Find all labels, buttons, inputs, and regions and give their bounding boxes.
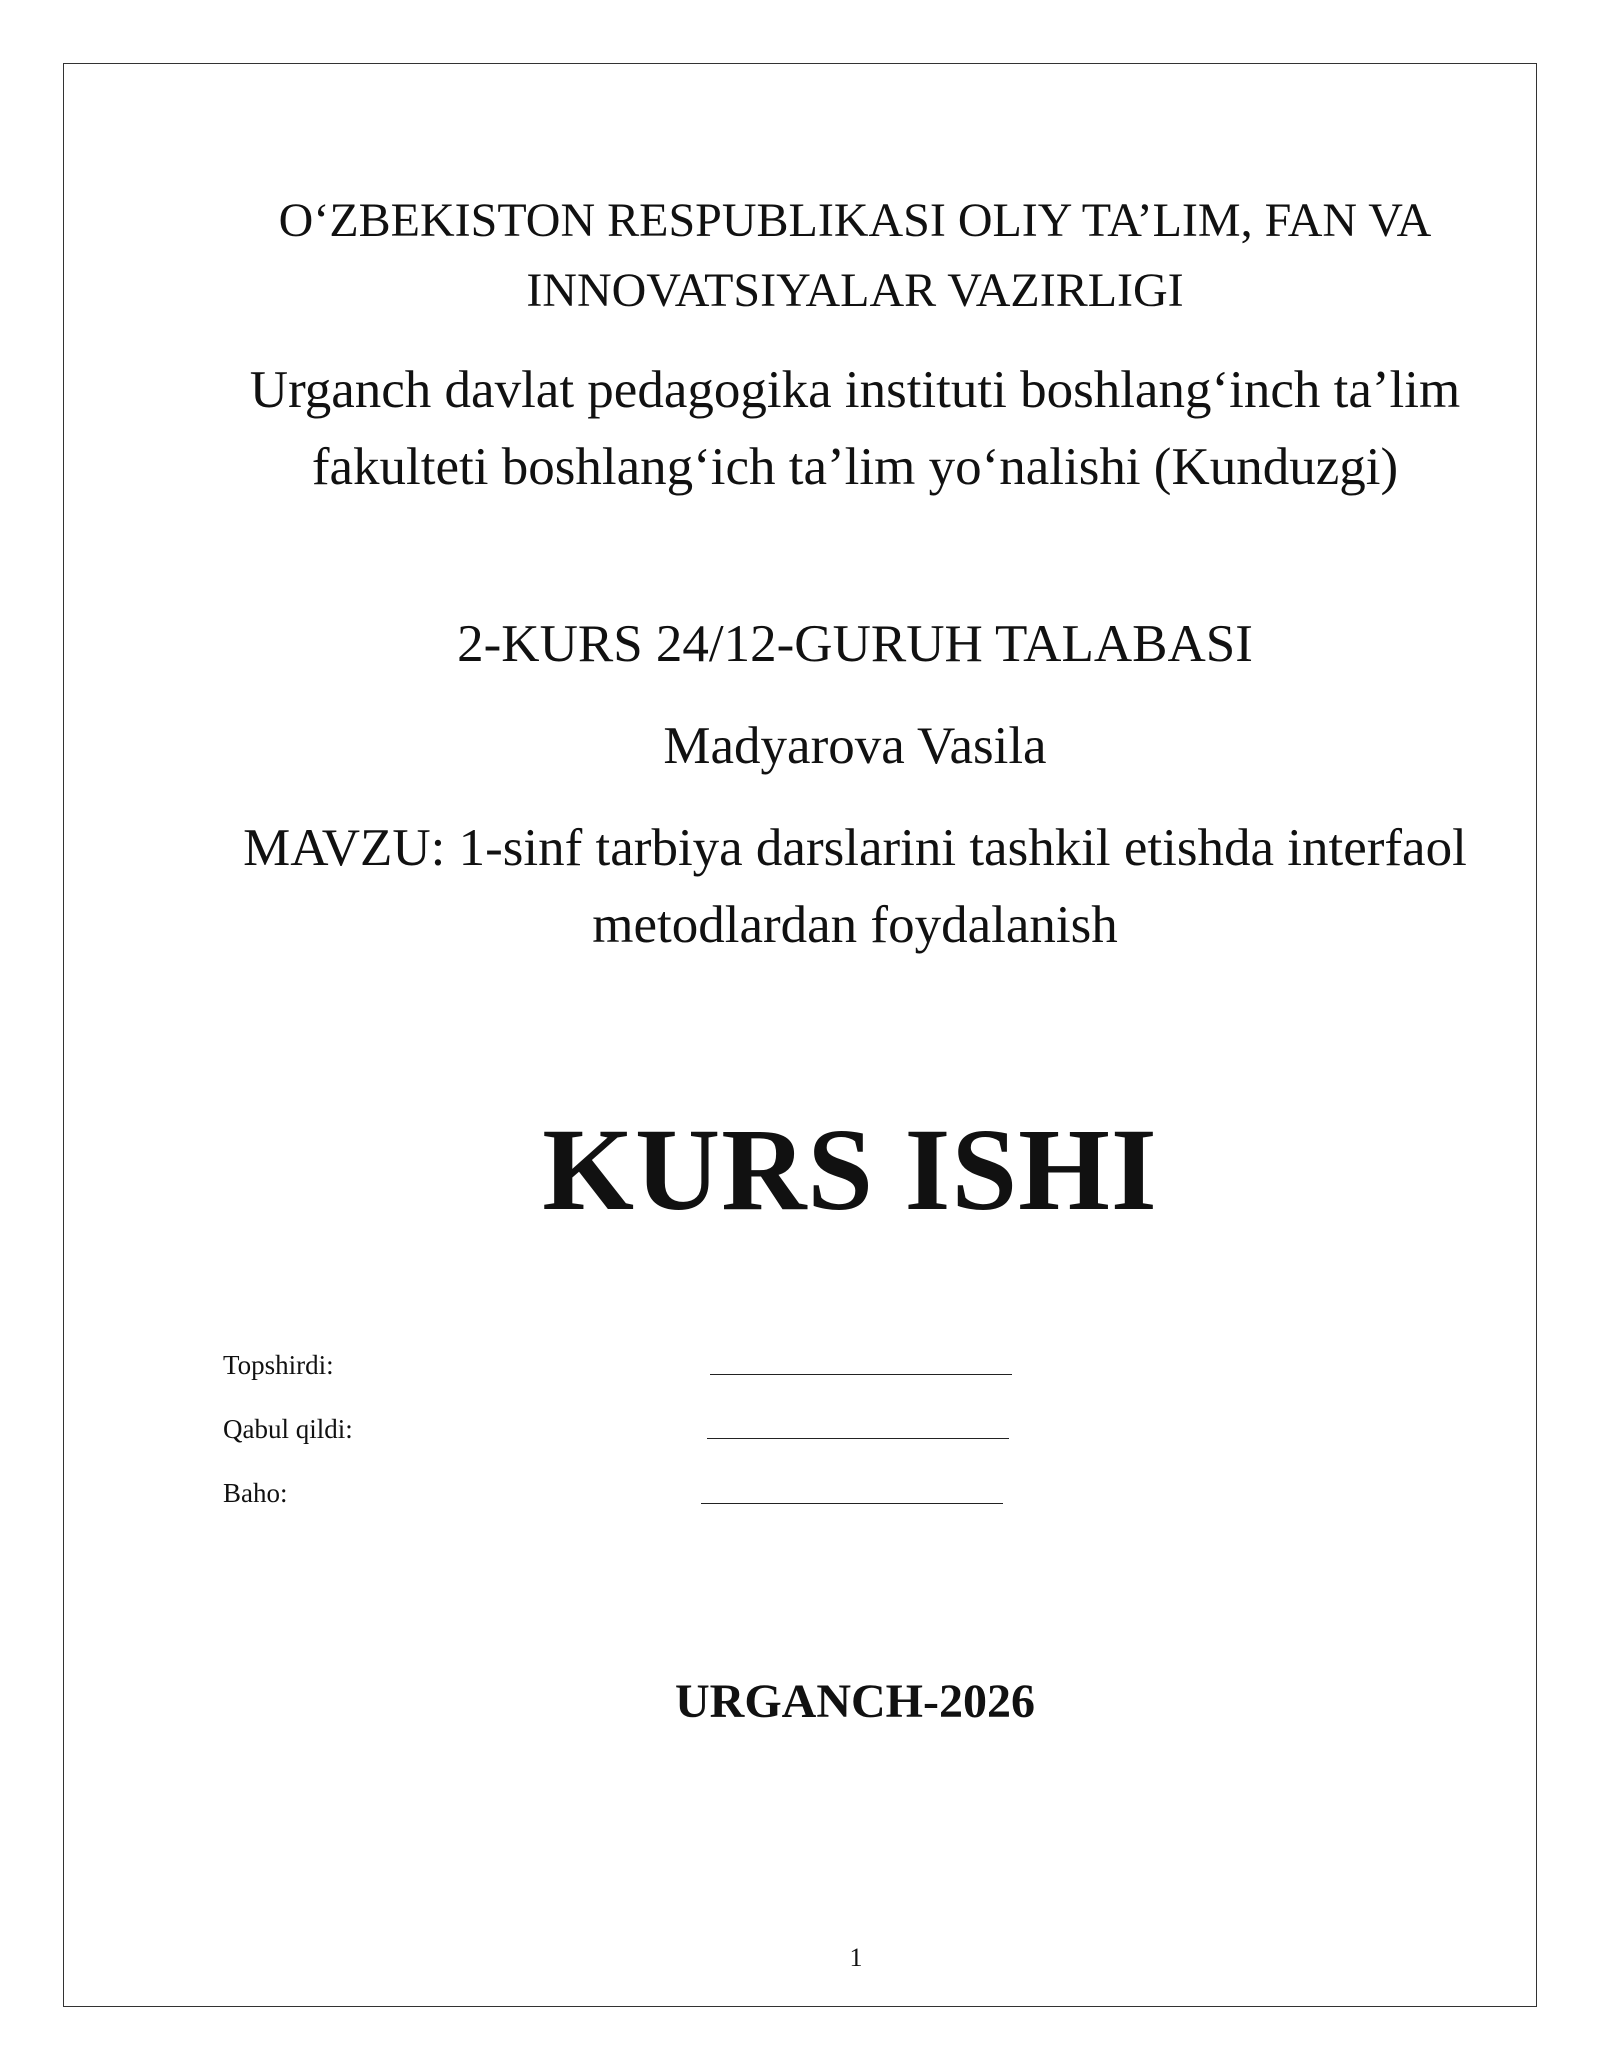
student-name: Madyarova Vasila (663, 717, 1047, 775)
page-number: 1 (849, 1943, 863, 1972)
grade-label: Baho: (223, 1478, 288, 1508)
accepted-label: Qabul qildi: (223, 1414, 353, 1444)
submitted-label: Topshirdi: (223, 1350, 334, 1380)
document-type-title: KURS ISHI (542, 1104, 1158, 1235)
student-group: 2-KURS 24/12-GURUH TALABASI (457, 615, 1253, 673)
accepted-signature-line (707, 1438, 1009, 1439)
submitted-signature-line (710, 1374, 1012, 1375)
city-year: URGANCH-2026 (675, 1675, 1035, 1728)
ministry-title: O‘ZBEKISTON RESPUBLIKASI OLIY TA’LIM, FAN VA INNOVATSIYALAR VAZIRLIGI (278, 194, 1432, 317)
institute-name: Urganch davlat pedagogika instituti boshlang‘inch ta’lim fakulteti boshlang‘ich ta’lim yo‘nalishi (Kunduzgi) (249, 361, 1461, 496)
grade-signature-line (701, 1503, 1003, 1504)
topic-title: MAVZU: 1-sinf tarbiya darslarini tashkil etishda interfaol metodlardan foydalanish (243, 819, 1467, 954)
